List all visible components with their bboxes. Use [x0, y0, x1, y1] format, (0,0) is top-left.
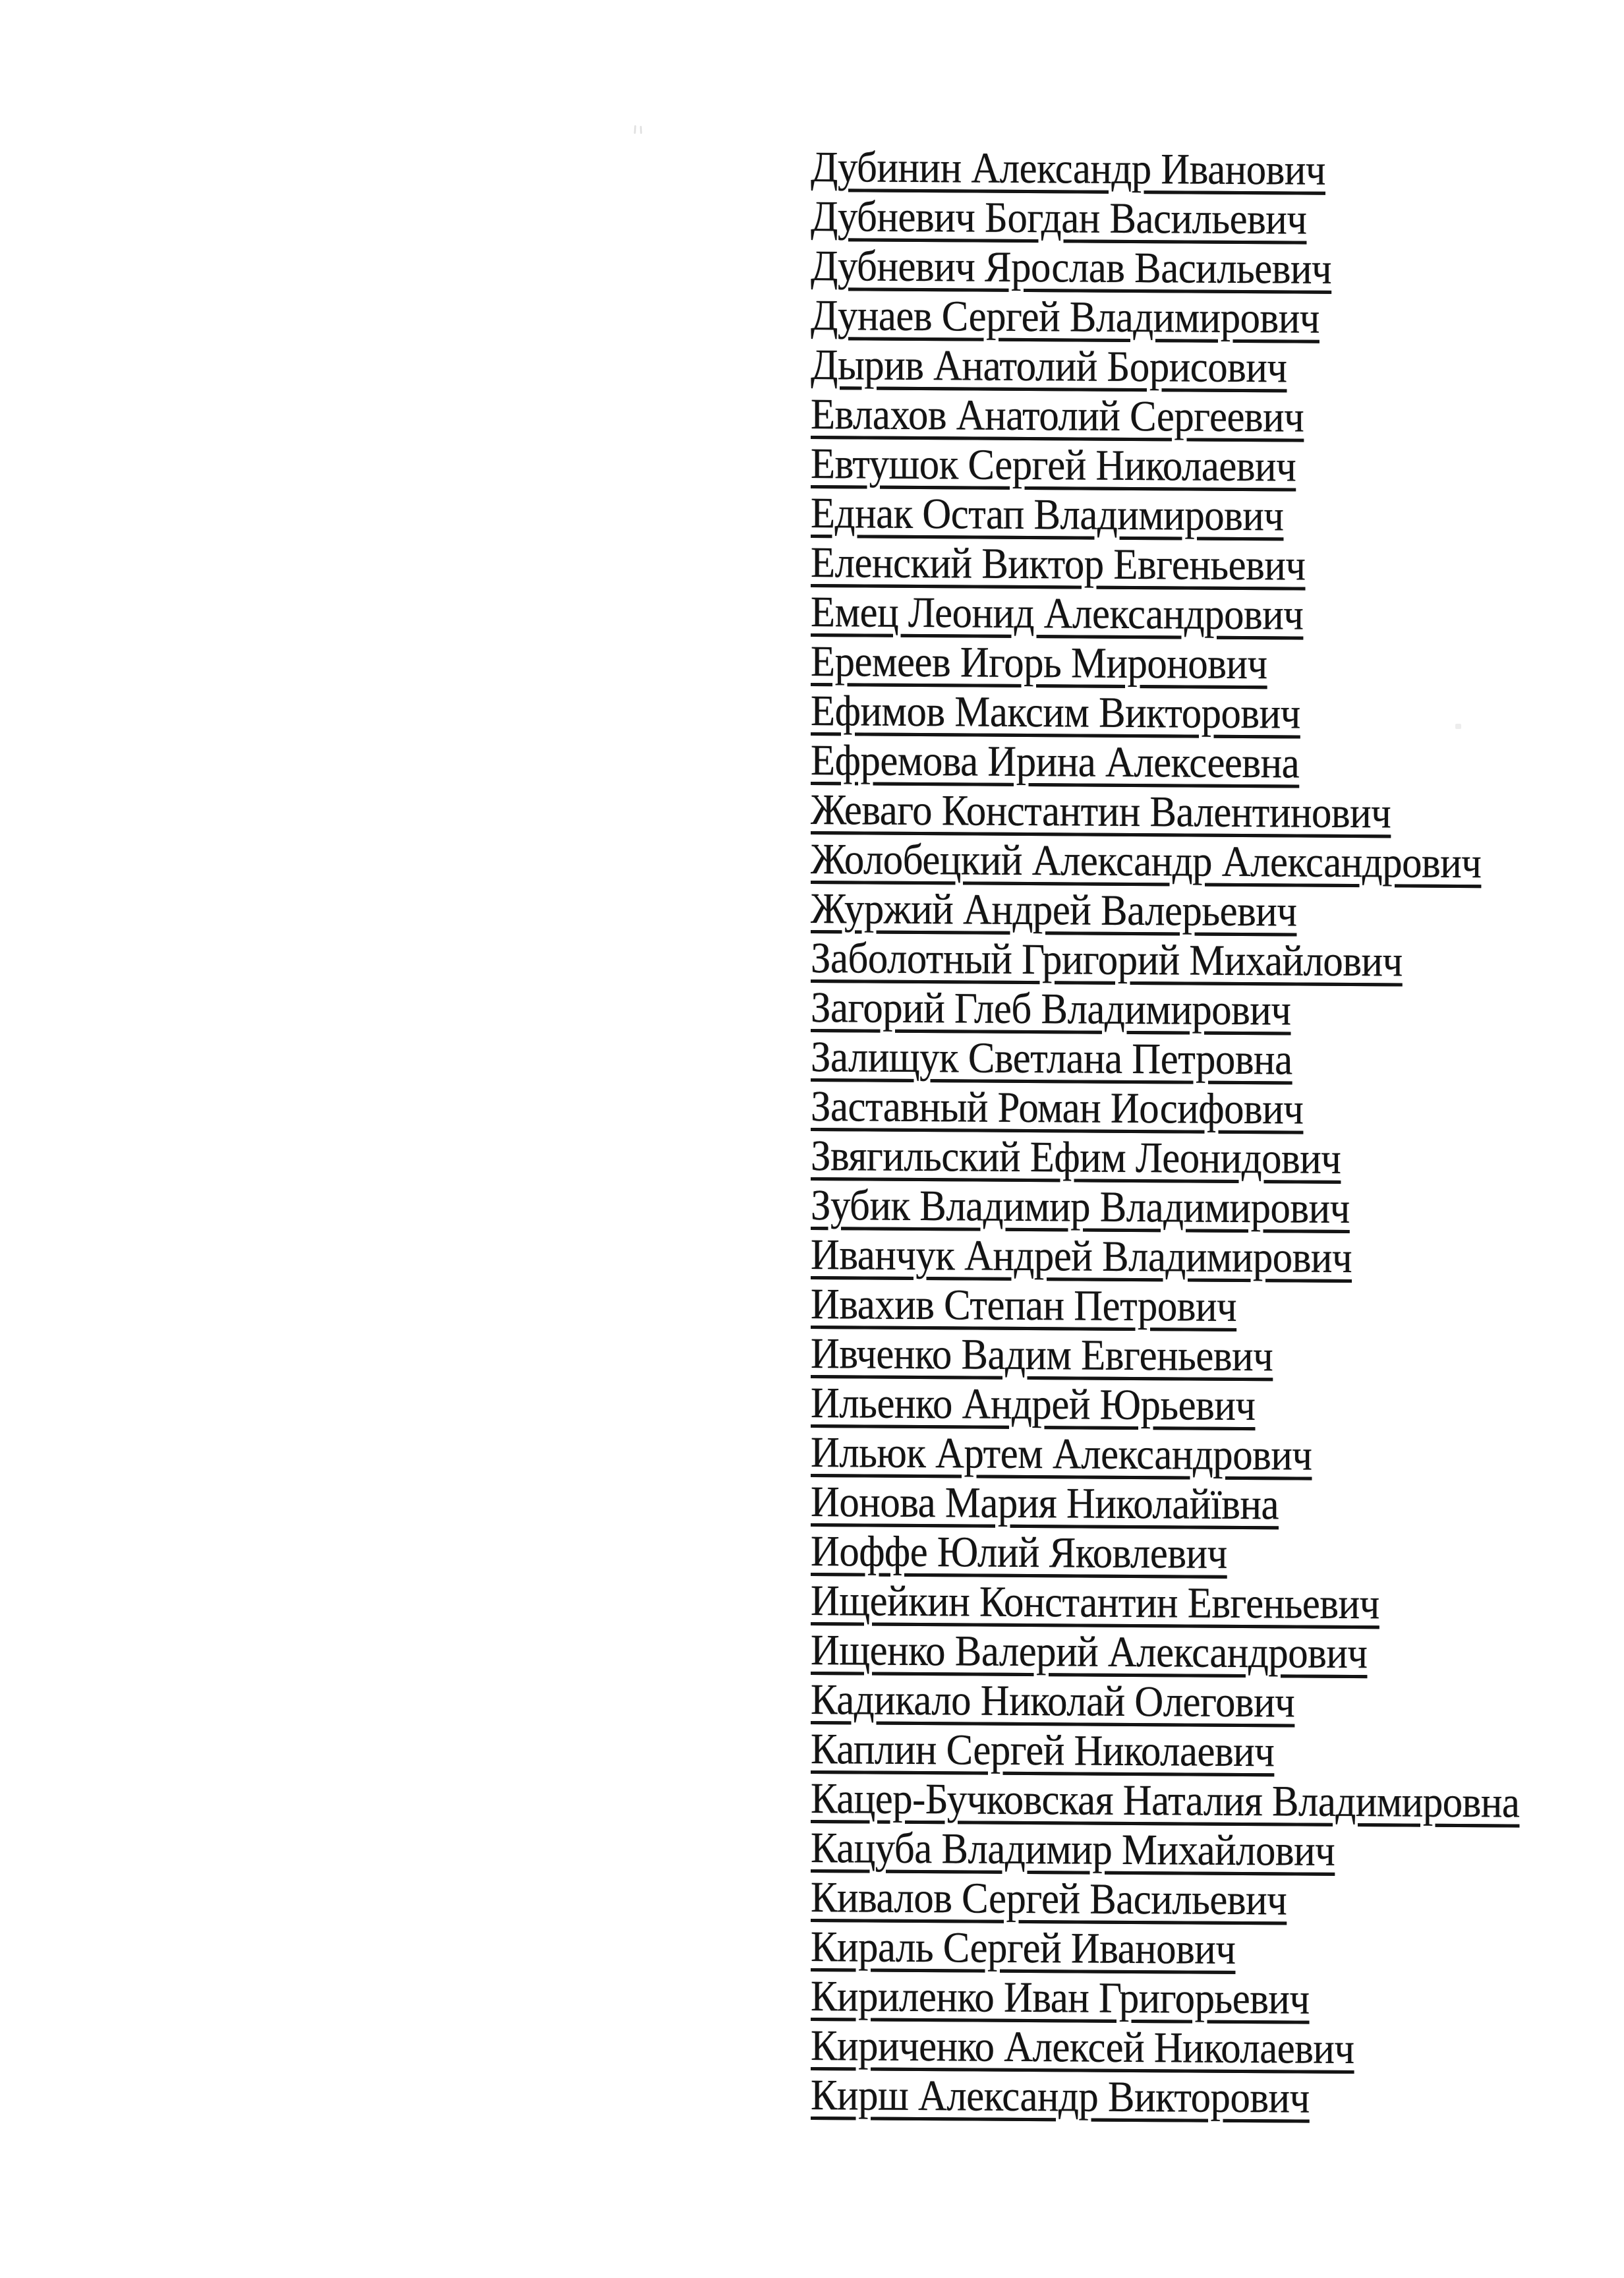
person-name: Иоффе Юлий Яковлевич: [811, 1527, 1227, 1578]
list-item: [811, 686, 1519, 740]
list-item: [811, 834, 1519, 889]
person-name: Ильюк Артем Александрович: [811, 1428, 1312, 1480]
list-item: [811, 390, 1519, 444]
list-item: [811, 1477, 1519, 1531]
scan-artifact: [634, 125, 637, 134]
person-name: Кираль Сергей Иванович: [811, 1923, 1236, 1973]
person-name: Ивченко Вадим Евгеньевич: [811, 1329, 1273, 1381]
person-name: Ионова Мария Николайївна: [811, 1478, 1279, 1529]
list-item: [811, 933, 1519, 987]
list-item: [811, 587, 1519, 641]
person-name: Залищук Светлана Петровна: [811, 1033, 1292, 1084]
person-name: Кадикало Николай Олегович: [811, 1676, 1295, 1727]
list-item: [811, 142, 1519, 196]
list-item: [811, 1922, 1519, 1976]
person-name: Заболотный Григорий Михайлович: [811, 934, 1403, 986]
list-item: [811, 1724, 1519, 1778]
person-name: Дубинин Александр Иванович: [811, 143, 1325, 194]
person-name: Кириченко Алексей Николаевич: [811, 2022, 1354, 2074]
list-item: [811, 1675, 1519, 1729]
list-item: [811, 1378, 1519, 1432]
list-item: [811, 2070, 1519, 2124]
person-name: Загорий Глеб Владимирович: [811, 983, 1291, 1035]
person-name: Ильенко Андрей Юрьевич: [811, 1379, 1256, 1430]
person-name: Зубик Владимир Владимирович: [811, 1181, 1350, 1233]
list-item: [811, 785, 1519, 839]
list-item: [811, 1329, 1519, 1383]
list-item: [811, 1527, 1519, 1581]
list-item: [811, 1823, 1519, 1877]
list-item: [811, 1873, 1519, 1927]
list-item: [811, 340, 1519, 394]
person-name: Дубневич Богдан Васильевич: [811, 192, 1307, 244]
person-name: Еленский Виктор Евгеньевич: [811, 539, 1306, 590]
list-item: [811, 637, 1519, 691]
person-name: Еремеев Игорь Миронович: [811, 637, 1267, 689]
list-item: [811, 1131, 1519, 1185]
person-name: Евлахов Анатолий Сергеевич: [811, 390, 1304, 442]
person-name: Заставный Роман Иосифович: [811, 1082, 1304, 1134]
person-name: Кацуба Владимир Михайлович: [811, 1824, 1335, 1875]
person-name: Ефремова Ирина Алексеевна: [811, 736, 1300, 788]
person-name: Иванчук Андрей Владимирович: [811, 1231, 1352, 1283]
list-item: [811, 291, 1519, 345]
list-item: [811, 1774, 1519, 1828]
list-item: [811, 192, 1519, 246]
person-name: Ивахив Степан Петрович: [811, 1280, 1237, 1331]
list-item: [811, 736, 1519, 790]
person-name: Ищейкин Константин Евгеньевич: [811, 1577, 1379, 1629]
list-item: [811, 488, 1519, 542]
list-item: [811, 1082, 1519, 1136]
person-name: Жолобецкий Александр Александрович: [811, 835, 1482, 888]
list-item: [811, 983, 1519, 1037]
list-item: [811, 1230, 1519, 1284]
person-name: Кивалов Сергей Васильевич: [811, 1873, 1287, 1925]
person-name: Дунаев Сергей Владимирович: [811, 291, 1320, 343]
person-name: Журжий Андрей Валерьевич: [811, 885, 1297, 936]
person-name: Дубневич Ярослав Васильевич: [811, 242, 1332, 293]
list-item: [811, 1625, 1519, 1679]
person-name: Ефимов Максим Викторович: [811, 687, 1300, 738]
person-name: Жеваго Константин Валентинович: [811, 786, 1391, 838]
person-name: Кириленко Иван Григорьевич: [811, 1972, 1310, 2024]
person-name: Звягильский Ефим Леонидович: [811, 1132, 1341, 1183]
person-name: Кирш Александр Викторович: [811, 2071, 1310, 2122]
person-name: Евтушок Сергей Николаевич: [811, 440, 1296, 491]
list-item: [811, 538, 1519, 592]
scan-artifact: [640, 126, 643, 134]
person-name: Ищенко Валерий Александрович: [811, 1626, 1368, 1678]
list-item: [811, 439, 1519, 493]
person-name: Кацер-Бучковская Наталия Владимировна: [811, 1774, 1520, 1827]
list-item: [811, 2021, 1519, 2075]
list-item: [811, 1428, 1519, 1482]
person-name: Еднак Остап Владимирович: [811, 489, 1284, 540]
list-item: [811, 884, 1519, 938]
name-list: [811, 142, 1581, 2124]
list-item: [811, 1971, 1519, 2026]
list-item: [811, 1576, 1519, 1630]
person-name: Дырив Анатолий Борисович: [811, 341, 1287, 392]
list-item: [811, 1032, 1519, 1086]
list-item: [811, 1181, 1519, 1235]
list-item: [811, 241, 1519, 295]
person-name: Емец Леонид Александрович: [811, 588, 1304, 639]
person-name: Каплин Сергей Николаевич: [811, 1725, 1275, 1776]
list-item: [811, 1279, 1519, 1333]
